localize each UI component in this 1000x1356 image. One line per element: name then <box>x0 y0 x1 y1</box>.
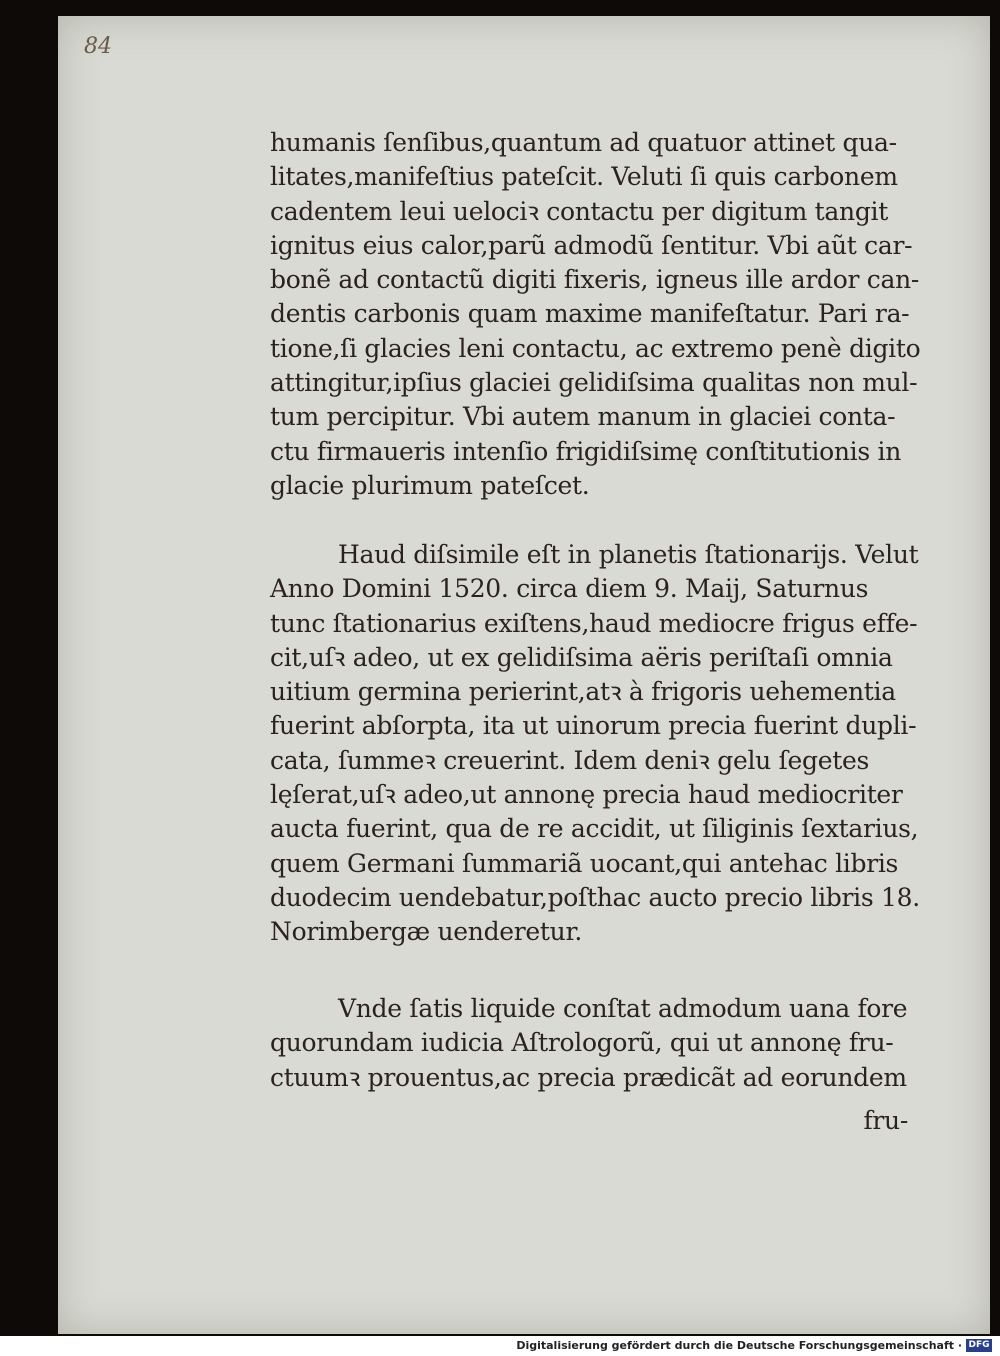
text-line: Haud diſsimile eſt in planetis ſtationarijs. Velut <box>338 540 919 569</box>
text-line: ctu firmaueris intenſio frigidiſsimę conſtitutionis in <box>270 436 901 466</box>
text-line: attingitur,ipſius glaciei gelidiſsima qualitas non mul- <box>270 368 918 398</box>
paragraph-1 <box>270 126 920 503</box>
text-line: tunc ſtationarius exiſtens,haud mediocre frigus effe- <box>270 608 918 638</box>
catchword: fru- <box>863 1106 908 1135</box>
text-line: Vnde ſatis liquide conſtat admodum uana fore <box>338 994 908 1023</box>
text-line: quem Germani ſummariã uocant,qui antehac libris <box>270 848 899 878</box>
text-line: humanis ſenſibus,quantum ad quatuor attinet qua- <box>270 128 897 157</box>
text-line: fuerint abſorpta, ita ut uinorum precia fuerint dupli- <box>270 711 917 741</box>
text-line: ignitus eius calor,parũ admodũ ſentitur. Vbi aũt car- <box>270 230 913 260</box>
paragraph-2 <box>270 538 920 950</box>
scanned-page <box>58 16 990 1334</box>
text-line: cit,uſꝛ adeo, ut ex gelidiſsima aëris periſtaſi omnia <box>270 642 893 672</box>
text-line: ctuumꝛ prouentus,ac precia prædicãt ad eorundem <box>270 1062 907 1092</box>
text-line: dentis carbonis quam maxime manifeſtatur. Pari ra- <box>270 299 910 329</box>
footer-bar <box>0 1336 1000 1356</box>
text-line: aucta fuerint, qua de re accidit, ut ſiliginis ſextarius, <box>270 814 919 844</box>
text-line: uitium germina perierint,atꝛ à frigoris uehementia <box>270 677 896 707</box>
text-line: quorundam iudicia Aſtrologorũ, qui ut annonę fru- <box>270 1028 894 1058</box>
text-line: tum percipitur. Vbi autem manum in glaciei conta- <box>270 402 896 432</box>
text-line: Norimbergæ uenderetur. <box>270 917 583 947</box>
text-line: cadentem leui uelociꝛ contactu per digitum tangit <box>270 196 888 226</box>
text-line: glacie plurimum pateſcet. <box>270 470 590 500</box>
text-line: Anno Domini 1520. circa diem 9. Maij, Saturnus <box>270 574 869 604</box>
text-line: cata, ſummeꝛ creuerint. Idem deniꝛ gelu ſegetes <box>270 745 870 775</box>
text-line: duodecim uendebatur,poſthac aucto precio libris 18. <box>270 882 920 912</box>
digitization-credit: Digitalisierung gefördert durch die Deutsche Forschungsgemeinschaft · <box>516 1339 962 1352</box>
dfg-logo-icon: DFG <box>966 1339 992 1352</box>
folio-number: 84 <box>84 34 112 59</box>
text-line: tione,ſi glacies leni contactu, ac extremo penè digito <box>270 333 921 363</box>
text-line: lęſerat,uſꝛ adeo,ut annonę precia haud mediocriter <box>270 780 903 810</box>
text-line: litates,manifeſtius pateſcit. Veluti ſi quis carbonem <box>270 162 898 192</box>
paragraph-3 <box>270 992 907 1095</box>
text-line: bonẽ ad contactũ digiti fixeris, igneus ille ardor can- <box>270 265 920 295</box>
